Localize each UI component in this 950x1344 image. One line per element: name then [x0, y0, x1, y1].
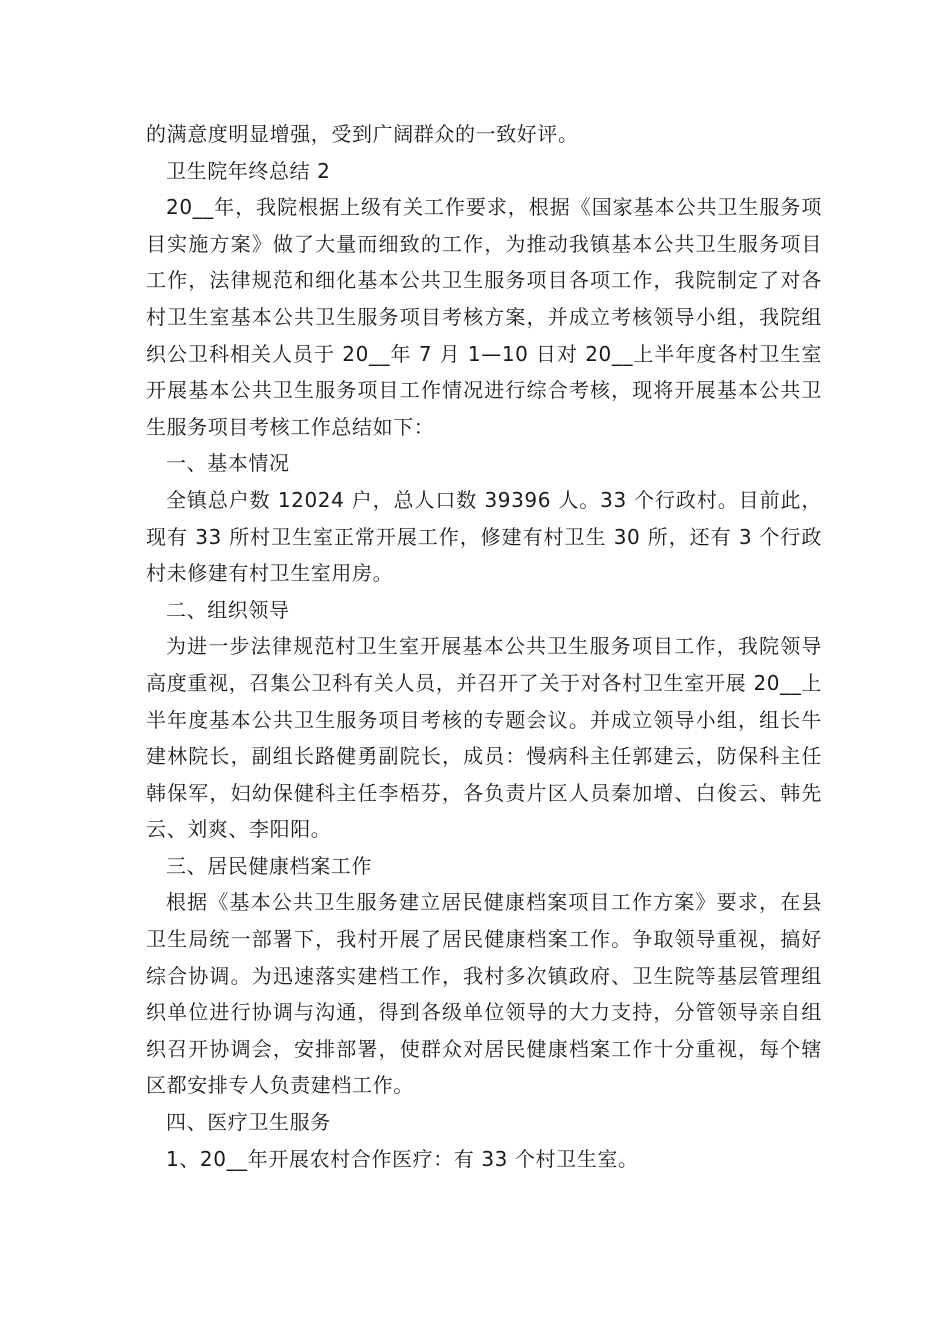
paragraph-organization: 为进一步法律规范村卫生室开展基本公共卫生服务项目工作，我院领导高度重视，召集公卫科有关人员，并召开了关于对各村卫生室开展 20__上半年度基本公共卫生服务项目考核的专题会议。并成立领导小组，组长牛建林院长，副组长路健勇副院长，成员：慢病科主任郭建云，防保科主任韩保军，妇幼保健科主任李梧芬，各负责片区人员秦加增、白俊云、韩先云、刘爽、李阳阳。 [146, 634, 822, 842]
paragraph-basic-situation: 全镇总户数 12024 户，总人口数 39396 人。33 个行政村。目前此，现有 33 所村卫生室正常开展工作，修建有村卫生 30 所，还有 3 个行政村未修建有村卫生室用房。 [146, 487, 822, 586]
heading-organization: 二、组织领导 [166, 597, 290, 622]
paragraph-medical-services: 1、20__年开展农村合作医疗：有 33 个村卫生室。 [166, 1146, 639, 1171]
document-body [146, 116, 822, 1177]
paragraph-closing-line: 的满意度明显增强，受到广阔群众的一致好评。 [146, 122, 579, 146]
heading-basic-situation: 一、基本情况 [166, 451, 290, 476]
heading-health-records: 三、居民健康档案工作 [166, 853, 372, 878]
section-title: 卫生院年终总结 2 [166, 158, 331, 183]
paragraph-health-records: 根据《基本公共卫生服务建立居民健康档案项目工作方案》要求，在县卫生局统一部署下，我村开展了居民健康档案工作。争取领导重视，搞好综合协调。为迅速落实建档工作，我村多次镇政府、卫生院等基层管理组织单位进行协调与沟通，得到各级单位领导的大力支持，分管领导亲自组织召开协调会，安排部署，使群众对居民健康档案工作十分重视，每个辖区都安排专人负责建档工作。 [146, 890, 822, 1098]
heading-medical-services: 四、医疗卫生服务 [166, 1110, 331, 1135]
paragraph-intro: 20__年，我院根据上级有关工作要求，根据《国家基本公共卫生服务项目实施方案》做了大量而细致的工作，为推动我镇基本公共卫生服务项目工作，法律规范和细化基本公共卫生服务项目各项工作，我院制定了对各村卫生室基本公共卫生服务项目考核方案，并成立考核领导小组，我院组织公卫科相关人员于 20__年 7 月 1—10 日对 20__上半年度各村卫生室开展基本公共卫生服务项目工作情况进行综合考核，现将开展基本公共卫生服务项目考核工作总结如下： [146, 195, 822, 439]
